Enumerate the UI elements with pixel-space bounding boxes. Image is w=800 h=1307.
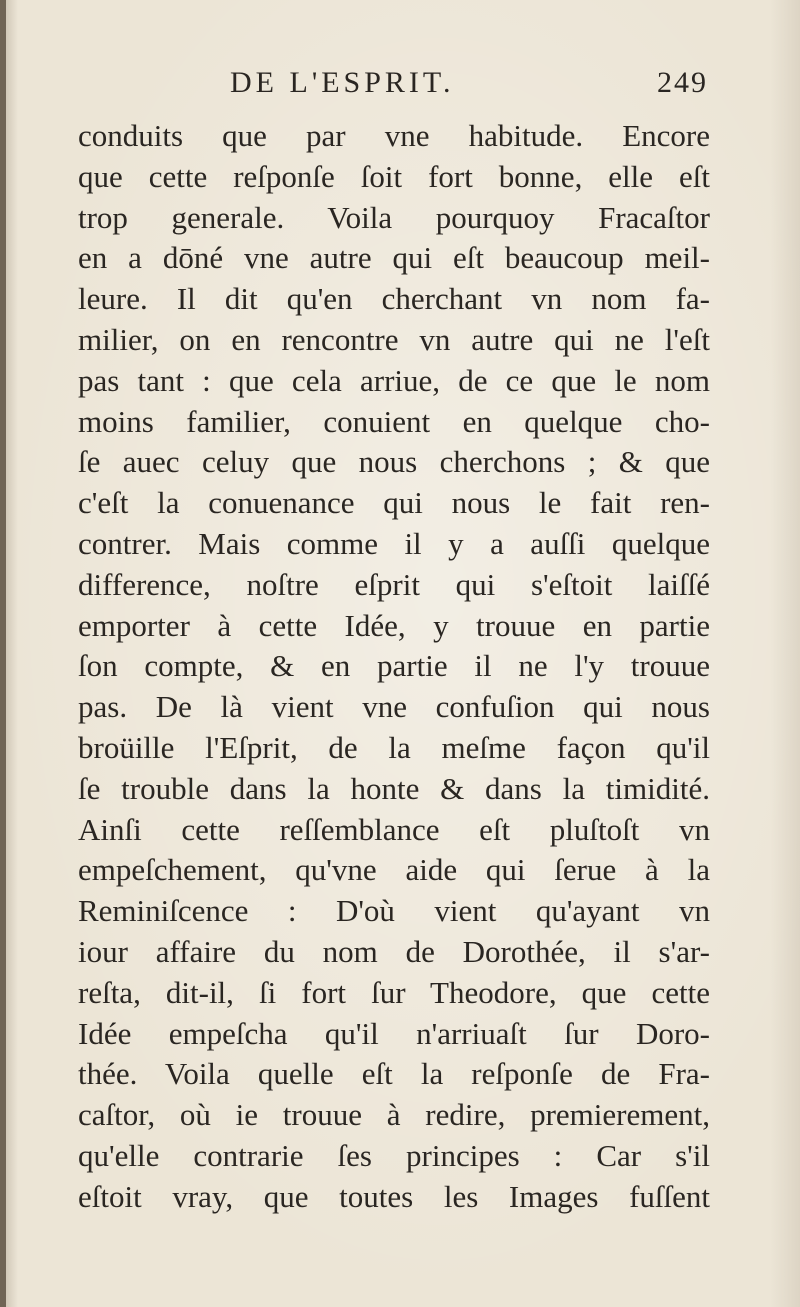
text-line: ſe auec celuy que nous cherchons ; & que <box>78 444 710 480</box>
text-line: broüille l'Eſprit, de la meſme façon qu'il <box>78 729 710 765</box>
text-line: empeſchement, qu'vne aide qui ſerue à la <box>78 852 710 888</box>
text-line: en a dōné vne autre qui eſt beaucoup meil- <box>78 240 710 276</box>
text-line: trop generale. Voila pourquoy Fracaſtor <box>78 199 710 235</box>
text-line: c'eſt la conuenance qui nous le fait ren- <box>78 485 710 521</box>
text-line: moins familier, conuient en quelque cho- <box>78 403 710 439</box>
text-line: thée. Voila quelle eſt la reſponſe de Fra- <box>78 1056 710 1092</box>
text-line: ſe trouble dans la honte & dans la timidité. <box>78 770 710 806</box>
text-line: conduits que par vne habitude. Encore <box>78 118 710 153</box>
running-head <box>78 66 708 116</box>
text-line: Idée empeſcha qu'il n'arriuaſt ſur Doro- <box>78 1015 710 1051</box>
text-line: eſtoit vray, que toutes les Images fuſſent <box>78 1178 710 1214</box>
text-line: leure. Il dit qu'en cherchant vn nom fa- <box>78 281 710 317</box>
text-line: caſtor, où ie trouue à redire, premierement, <box>78 1097 710 1133</box>
text-line: milier, on en rencontre vn autre qui ne l'eſt <box>78 321 710 357</box>
text-line: contrer. Mais comme il y a auſſi quelque <box>78 525 710 561</box>
text-line: que cette reſponſe ſoit fort bonne, elle eſt <box>78 158 710 194</box>
text-line: pas. De là vient vne confuſion qui nous <box>78 689 710 725</box>
page-number: 249 <box>657 66 708 99</box>
text-line: difference, noſtre eſprit qui s'eſtoit laiſſé <box>78 566 710 602</box>
running-title: DE L'ESPRIT. <box>230 66 455 99</box>
text-line: Reminiſcence : D'où vient qu'ayant vn <box>78 893 710 929</box>
page-spine-edge <box>0 0 6 1307</box>
text-line: pas tant : que cela arriue, de ce que le nom <box>78 362 710 398</box>
text-line: emporter à cette Idée, y trouue en partie <box>78 607 710 643</box>
text-line: qu'elle contrarie ſes principes : Car s'il <box>78 1137 710 1173</box>
body-text <box>78 116 710 1218</box>
text-line: Ainſi cette reſſemblance eſt pluſtoſt vn <box>78 811 710 847</box>
text-line: iour affaire du nom de Dorothée, il s'ar- <box>78 933 710 969</box>
text-line: reſta, dit-il, ſi fort ſur Theodore, que cette <box>78 974 710 1010</box>
text-line: ſon compte, & en partie il ne l'y trouue <box>78 648 710 684</box>
